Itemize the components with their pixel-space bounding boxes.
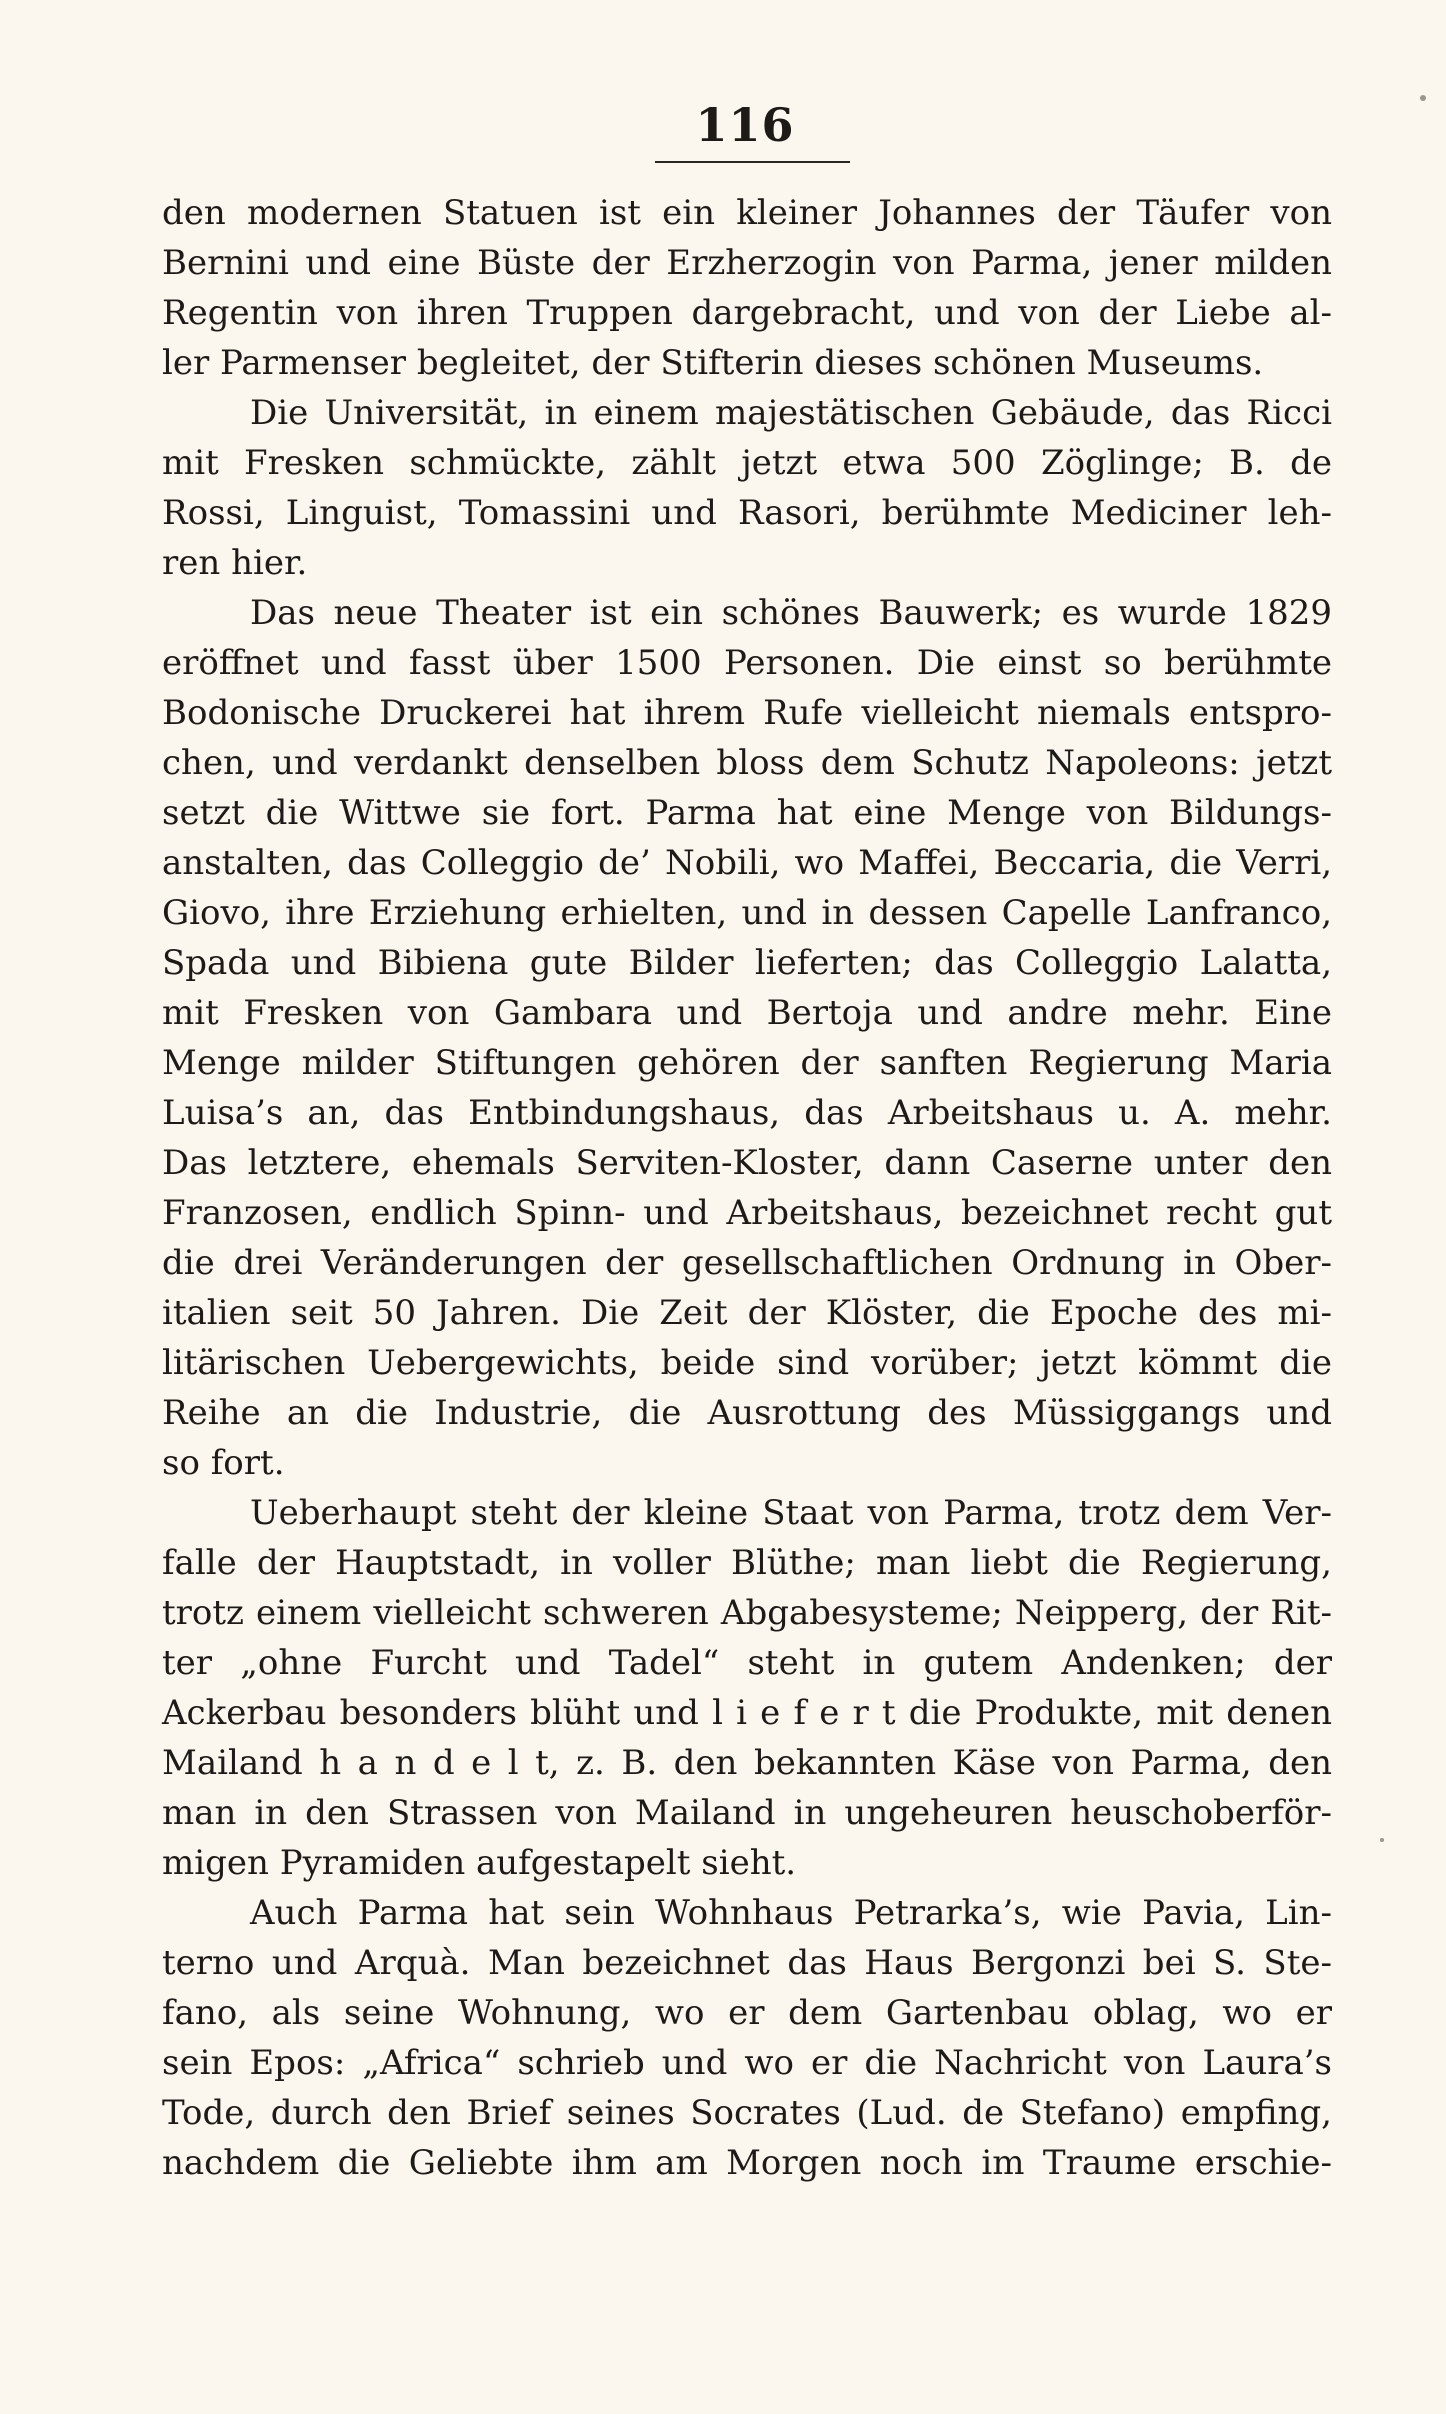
text-line: ler Parmenser begleitet, der Stifterin dieses schönen Museums. [162, 343, 1264, 383]
text-line: ter „ohne Furcht und Tadel“ steht in gutem Andenken; der [162, 1643, 1332, 1683]
text-line: Das neue Theater ist ein schönes Bauwerk; es wurde 1829 [250, 593, 1332, 633]
text-line: Luisa’s an, das Entbindungshaus, das Arbeitshaus u. A. mehr. [162, 1093, 1332, 1133]
text-line: ren hier. [162, 543, 308, 583]
text-line: Reihe an die Industrie, die Ausrottung des Müssiggangs und [162, 1393, 1332, 1433]
text-line: Mailand h a n d e l t, z. B. den bekannten Käse von Parma, den [162, 1743, 1332, 1783]
text-line: trotz einem vielleicht schweren Abgabesysteme; Neipperg, der Rit- [162, 1593, 1332, 1633]
text-line: nachdem die Geliebte ihm am Morgen noch im Traume erschie- [162, 2143, 1332, 2183]
text-line: migen Pyramiden aufgestapelt sieht. [162, 1843, 797, 1883]
text-line: italien seit 50 Jahren. Die Zeit der Klöster, die Epoche des mi- [162, 1293, 1332, 1333]
text-line: fano, als seine Wohnung, wo er dem Gartenbau oblag, wo er [162, 1993, 1332, 2033]
text-line: Regentin von ihren Truppen dargebracht, und von der Liebe al- [162, 293, 1332, 333]
text-line: Ackerbau besonders blüht und l i e f e r t die Produkte, mit denen [162, 1693, 1332, 1733]
text-line: man in den Strassen von Mailand in ungeheuren heuschoberför- [162, 1793, 1332, 1833]
page-number-rule [655, 161, 850, 163]
text-line: Die Universität, in einem majestätischen Gebäude, das Ricci [250, 393, 1332, 433]
text-line: Menge milder Stiftungen gehören der sanften Regierung Maria [162, 1043, 1332, 1083]
text-line: eröffnet und fasst über 1500 Personen. Die einst so berühmte [162, 643, 1332, 683]
text-line: setzt die Wittwe sie fort. Parma hat eine Menge von Bildungs- [162, 793, 1332, 833]
text-line: Franzosen, endlich Spinn- und Arbeitshaus, bezeichnet recht gut [162, 1193, 1332, 1233]
text-line: Giovo, ihre Erziehung erhielten, und in dessen Capelle Lanfranco, [162, 893, 1332, 933]
text-line: den modernen Statuen ist ein kleiner Johannes der Täufer von [162, 193, 1332, 233]
text-line: Rossi, Linguist, Tomassini und Rasori, berühmte Mediciner leh- [162, 493, 1332, 533]
text-line: Das letztere, ehemals Serviten-Kloster, dann Caserne unter den [162, 1143, 1332, 1183]
text-line: sein Epos: „Africa“ schrieb und wo er die Nachricht von Laura’s [162, 2043, 1332, 2083]
text-line: so fort. [162, 1443, 285, 1483]
text-line: Spada und Bibiena gute Bilder lieferten; das Colleggio Lalatta, [162, 943, 1332, 983]
text-line: falle der Hauptstadt, in voller Blüthe; man liebt die Regierung, [162, 1543, 1332, 1583]
body-text [162, 188, 1332, 2188]
text-line: Ueberhaupt steht der kleine Staat von Parma, trotz dem Ver- [250, 1493, 1332, 1533]
text-line: chen, und verdankt denselben bloss dem Schutz Napoleons: jetzt [162, 743, 1332, 783]
text-line: Auch Parma hat sein Wohnhaus Petrarka’s, wie Pavia, Lin- [250, 1893, 1332, 1933]
paper-speck [1420, 95, 1426, 101]
text-line: die drei Veränderungen der gesellschaftlichen Ordnung in Ober- [162, 1243, 1332, 1283]
text-line: Bodonische Druckerei hat ihrem Rufe vielleicht niemals entspro- [162, 693, 1332, 733]
text-line: mit Fresken schmückte, zählt jetzt etwa 500 Zöglinge; B. de [162, 443, 1332, 483]
text-line: litärischen Uebergewichts, beide sind vorüber; jetzt kömmt die [162, 1343, 1332, 1383]
text-line: Bernini und eine Büste der Erzherzogin von Parma, jener milden [162, 243, 1332, 283]
text-line: mit Fresken von Gambara und Bertoja und andre mehr. Eine [162, 993, 1332, 1033]
text-line: Tode, durch den Brief seines Socrates (Lud. de Stefano) empfing, [162, 2093, 1332, 2133]
text-line: anstalten, das Colleggio de’ Nobili, wo Maffei, Beccaria, die Verri, [162, 843, 1332, 883]
page-number: 116 [695, 98, 795, 152]
paper-speck [1380, 1838, 1384, 1842]
text-line: terno und Arquà. Man bezeichnet das Haus Bergonzi bei S. Ste- [162, 1943, 1332, 1983]
